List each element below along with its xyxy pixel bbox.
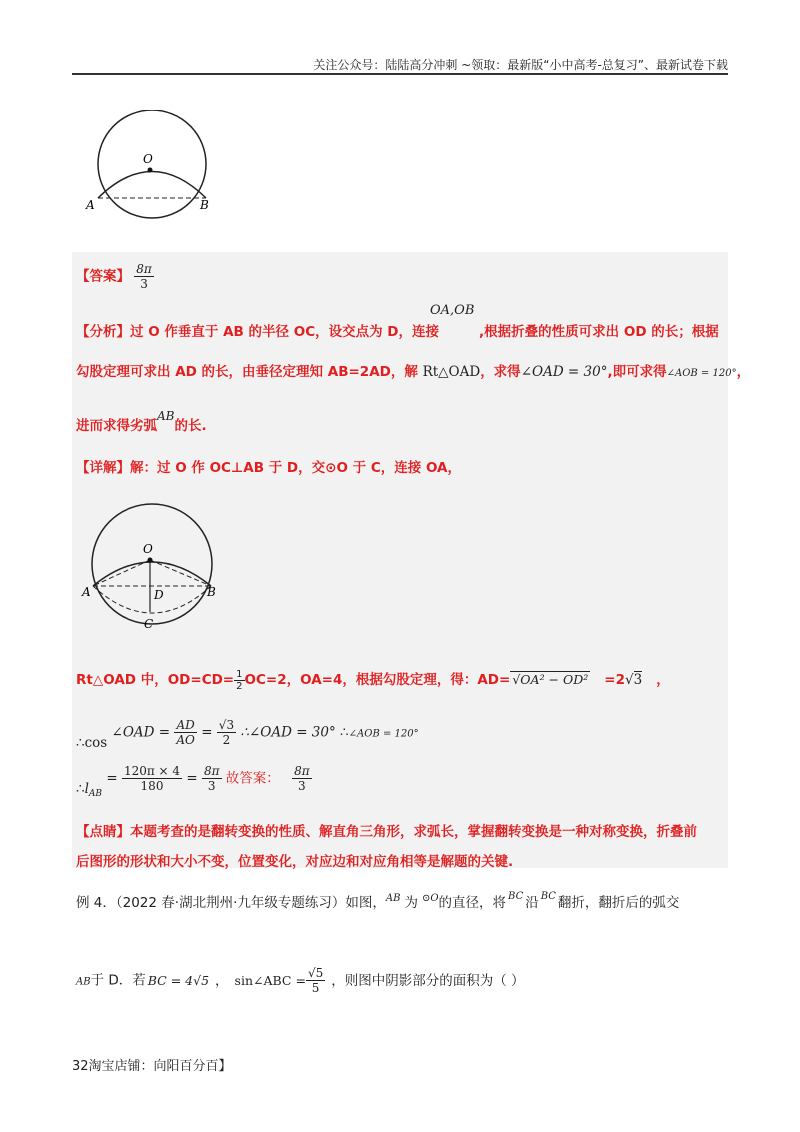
step3-line <box>76 764 312 800</box>
figure1-fold-arc <box>98 172 206 199</box>
step1-half-num: 1 <box>236 668 243 680</box>
step3-r-den: 3 <box>207 779 216 793</box>
step2-f2-den: 2 <box>222 733 231 747</box>
example-ab-2: AB <box>76 976 91 988</box>
step3-f-den: 180 <box>140 779 164 793</box>
detail-label: 【详解】 <box>76 460 130 476</box>
figure1-label-b: B <box>200 198 209 212</box>
step1-sqrt3-value: 3 <box>633 672 643 688</box>
example-sin-fraction <box>306 966 325 995</box>
step2-angle-aob: ∠AOB = 120° <box>348 728 419 740</box>
example-ab: AB <box>385 893 401 904</box>
detail-text: 解：过 O 作 OC⊥AB 于 D，交⊙O 于 C，连接 OA， <box>130 460 462 476</box>
analysis-text-2e: ,即可求得 <box>607 364 667 380</box>
example-line-1 <box>76 891 679 911</box>
example-line-2 <box>76 966 525 995</box>
figure2-lower-arc <box>93 586 211 613</box>
step3-l-subscript: AB <box>88 789 103 800</box>
step3-f-num: 120π × 4 <box>123 764 181 778</box>
step2-fraction-sqrt3-2 <box>217 718 236 747</box>
example-bc-eq: BC = 4√5 <box>147 972 210 988</box>
analysis-oaob-text: OA,OB <box>430 303 475 318</box>
analysis-angle-aob: ∠AOB = 120° <box>666 368 737 379</box>
analysis-line-3 <box>76 409 207 434</box>
step2-fraction-ad-ao <box>174 718 197 747</box>
figure2-label-o: O <box>143 542 153 556</box>
step3-r-num: 8π <box>203 764 220 778</box>
step1-sqrt3: √3 <box>625 672 643 688</box>
figure2-label-c: C <box>144 617 154 631</box>
comment-line-2 <box>76 850 513 870</box>
figure2-radius-oa <box>93 560 150 586</box>
analysis-text-2c: ，求得 <box>480 364 521 380</box>
step3-a-num: 8π <box>294 764 310 778</box>
figure2-label-b: B <box>207 585 216 599</box>
example-bc-arc: BC <box>508 891 524 902</box>
analysis-arc-ab: AB <box>157 409 175 423</box>
figure2-center-dot <box>148 558 153 563</box>
step3-l-symbol: l <box>84 780 89 797</box>
page-footer: 32淘宝店铺：向阳百分百】 <box>72 1059 232 1074</box>
answer-denominator: 3 <box>140 277 148 291</box>
step1-text-d: ， <box>656 672 670 688</box>
example-text-1b: 为 <box>404 895 418 911</box>
detail-line <box>76 456 461 476</box>
example-sin-expr: sin∠ABC = <box>234 972 306 988</box>
example-sin-den: 5 <box>311 981 320 995</box>
step1-text-c: =2 <box>604 672 626 688</box>
analysis-rt-oad: Rt△OAD <box>422 364 481 380</box>
analysis-text-2a: 勾股定理可求出 AD 的长，由垂径定理知 AB=2AD，解 <box>76 364 423 380</box>
analysis-text-3a: 进而求得劣弧 <box>76 418 157 434</box>
header-rule <box>72 73 728 75</box>
example-circle-o: ⊙O <box>421 893 439 904</box>
analysis-line-1 <box>76 320 719 340</box>
step2-therefore-30: ∴∠OAD = 30° <box>240 724 336 741</box>
figure2-label-d: D <box>154 588 164 602</box>
analysis-text-1a: 过 O 作垂直于 AB 的半径 OC，设交点为 D，连接 <box>130 324 440 340</box>
step3-eq1: = <box>106 770 118 787</box>
analysis-text-2g: ， <box>736 364 751 380</box>
step3-fraction-arc <box>122 764 182 793</box>
analysis-text-1b: ,根据折叠的性质可求出 OD 的长；根据 <box>479 324 719 340</box>
answer-numerator: 8π <box>136 262 152 276</box>
step3-answer-text: 故答案： <box>225 770 280 787</box>
step2-f1-num: AD <box>176 718 195 732</box>
step2-f2-num: √3 <box>218 718 235 732</box>
example-text-1e: 翻折，翻折后的弧交 <box>557 895 680 911</box>
step1-line <box>76 668 670 692</box>
analysis-oaob <box>430 302 474 318</box>
comment-line-1 <box>76 820 697 840</box>
example-text-1a: 例 4．（2022 春·湖北荆州·九年级专题练习）如图， <box>76 895 386 911</box>
figure2-label-a: A <box>82 585 91 599</box>
example-text-2d: ，则图中阴影部分的面积为（ ） <box>331 972 525 989</box>
figure-circle-fold-detail <box>80 500 220 635</box>
step2-angle-oad: ∠OAD = <box>111 724 171 741</box>
example-text-1c: 的直径，将 <box>438 895 507 911</box>
analysis-text-3c: 的长. <box>174 418 207 434</box>
figure2-radius-ob <box>150 560 211 586</box>
figure2-circle <box>92 504 212 624</box>
figure1-center-dot <box>148 168 153 173</box>
step2-therefore-3: ∴ <box>340 724 349 741</box>
figure2-fold-arc <box>93 562 211 586</box>
comment-text-2: 后图形的形状和大小不变，位置变化，对应边和对应角相等是解题的关键. <box>76 854 514 870</box>
comment-text-1: 本题考查的是翻转变换的性质、解直角三角形，求弧长，掌握翻转变换是一种对称变换，折叠前 <box>130 824 697 840</box>
page-header: 关注公众号：陆陆高分冲刺 ~领取：最新版“小中高考-总复习”、最新试卷下载 <box>313 58 728 72</box>
step1-sqrt-expr: √OA² − OD² <box>512 672 589 687</box>
step2-therefore-cos: ∴cos <box>76 734 108 751</box>
answer-fraction <box>134 262 154 291</box>
analysis-angle-oad: ∠OAD = 30° <box>520 364 608 380</box>
step3-a-den: 3 <box>298 779 306 793</box>
comment-label: 【点睛】 <box>76 824 130 840</box>
step1-text-a: Rt△OAD 中，OD=CD= <box>76 672 235 688</box>
example-text-2c: ， <box>215 972 229 989</box>
step2-f1-den: AO <box>176 733 195 747</box>
analysis-line-2 <box>76 360 750 380</box>
figure-circle-fold <box>80 110 220 220</box>
analysis-label: 【分析】 <box>76 324 130 340</box>
example-text-2b: 于 D．若 <box>90 972 146 989</box>
answer-label: 【答案】 <box>76 268 130 285</box>
figure1-label-o: O <box>143 152 153 166</box>
step3-answer-fraction <box>292 764 312 793</box>
step1-half-fraction <box>234 669 244 692</box>
step3-eq2: = <box>186 770 198 787</box>
answer-line <box>76 262 154 291</box>
step3-fraction-result <box>202 764 222 793</box>
step2-eq: = <box>201 724 213 741</box>
example-bc: BC <box>540 891 556 902</box>
figure1-label-a: A <box>86 198 95 212</box>
step1-sqrt-content: OA² − OD² <box>520 672 589 687</box>
example-text-1d: 沿 <box>525 895 539 911</box>
step2-line <box>76 718 419 751</box>
step1-half-den: 2 <box>236 680 243 692</box>
step1-text-b: OC=2，OA=4，根据勾股定理，得：AD= <box>244 672 511 688</box>
step3-therefore: ∴ <box>76 780 85 797</box>
example-sin-num: √5 <box>307 966 324 980</box>
